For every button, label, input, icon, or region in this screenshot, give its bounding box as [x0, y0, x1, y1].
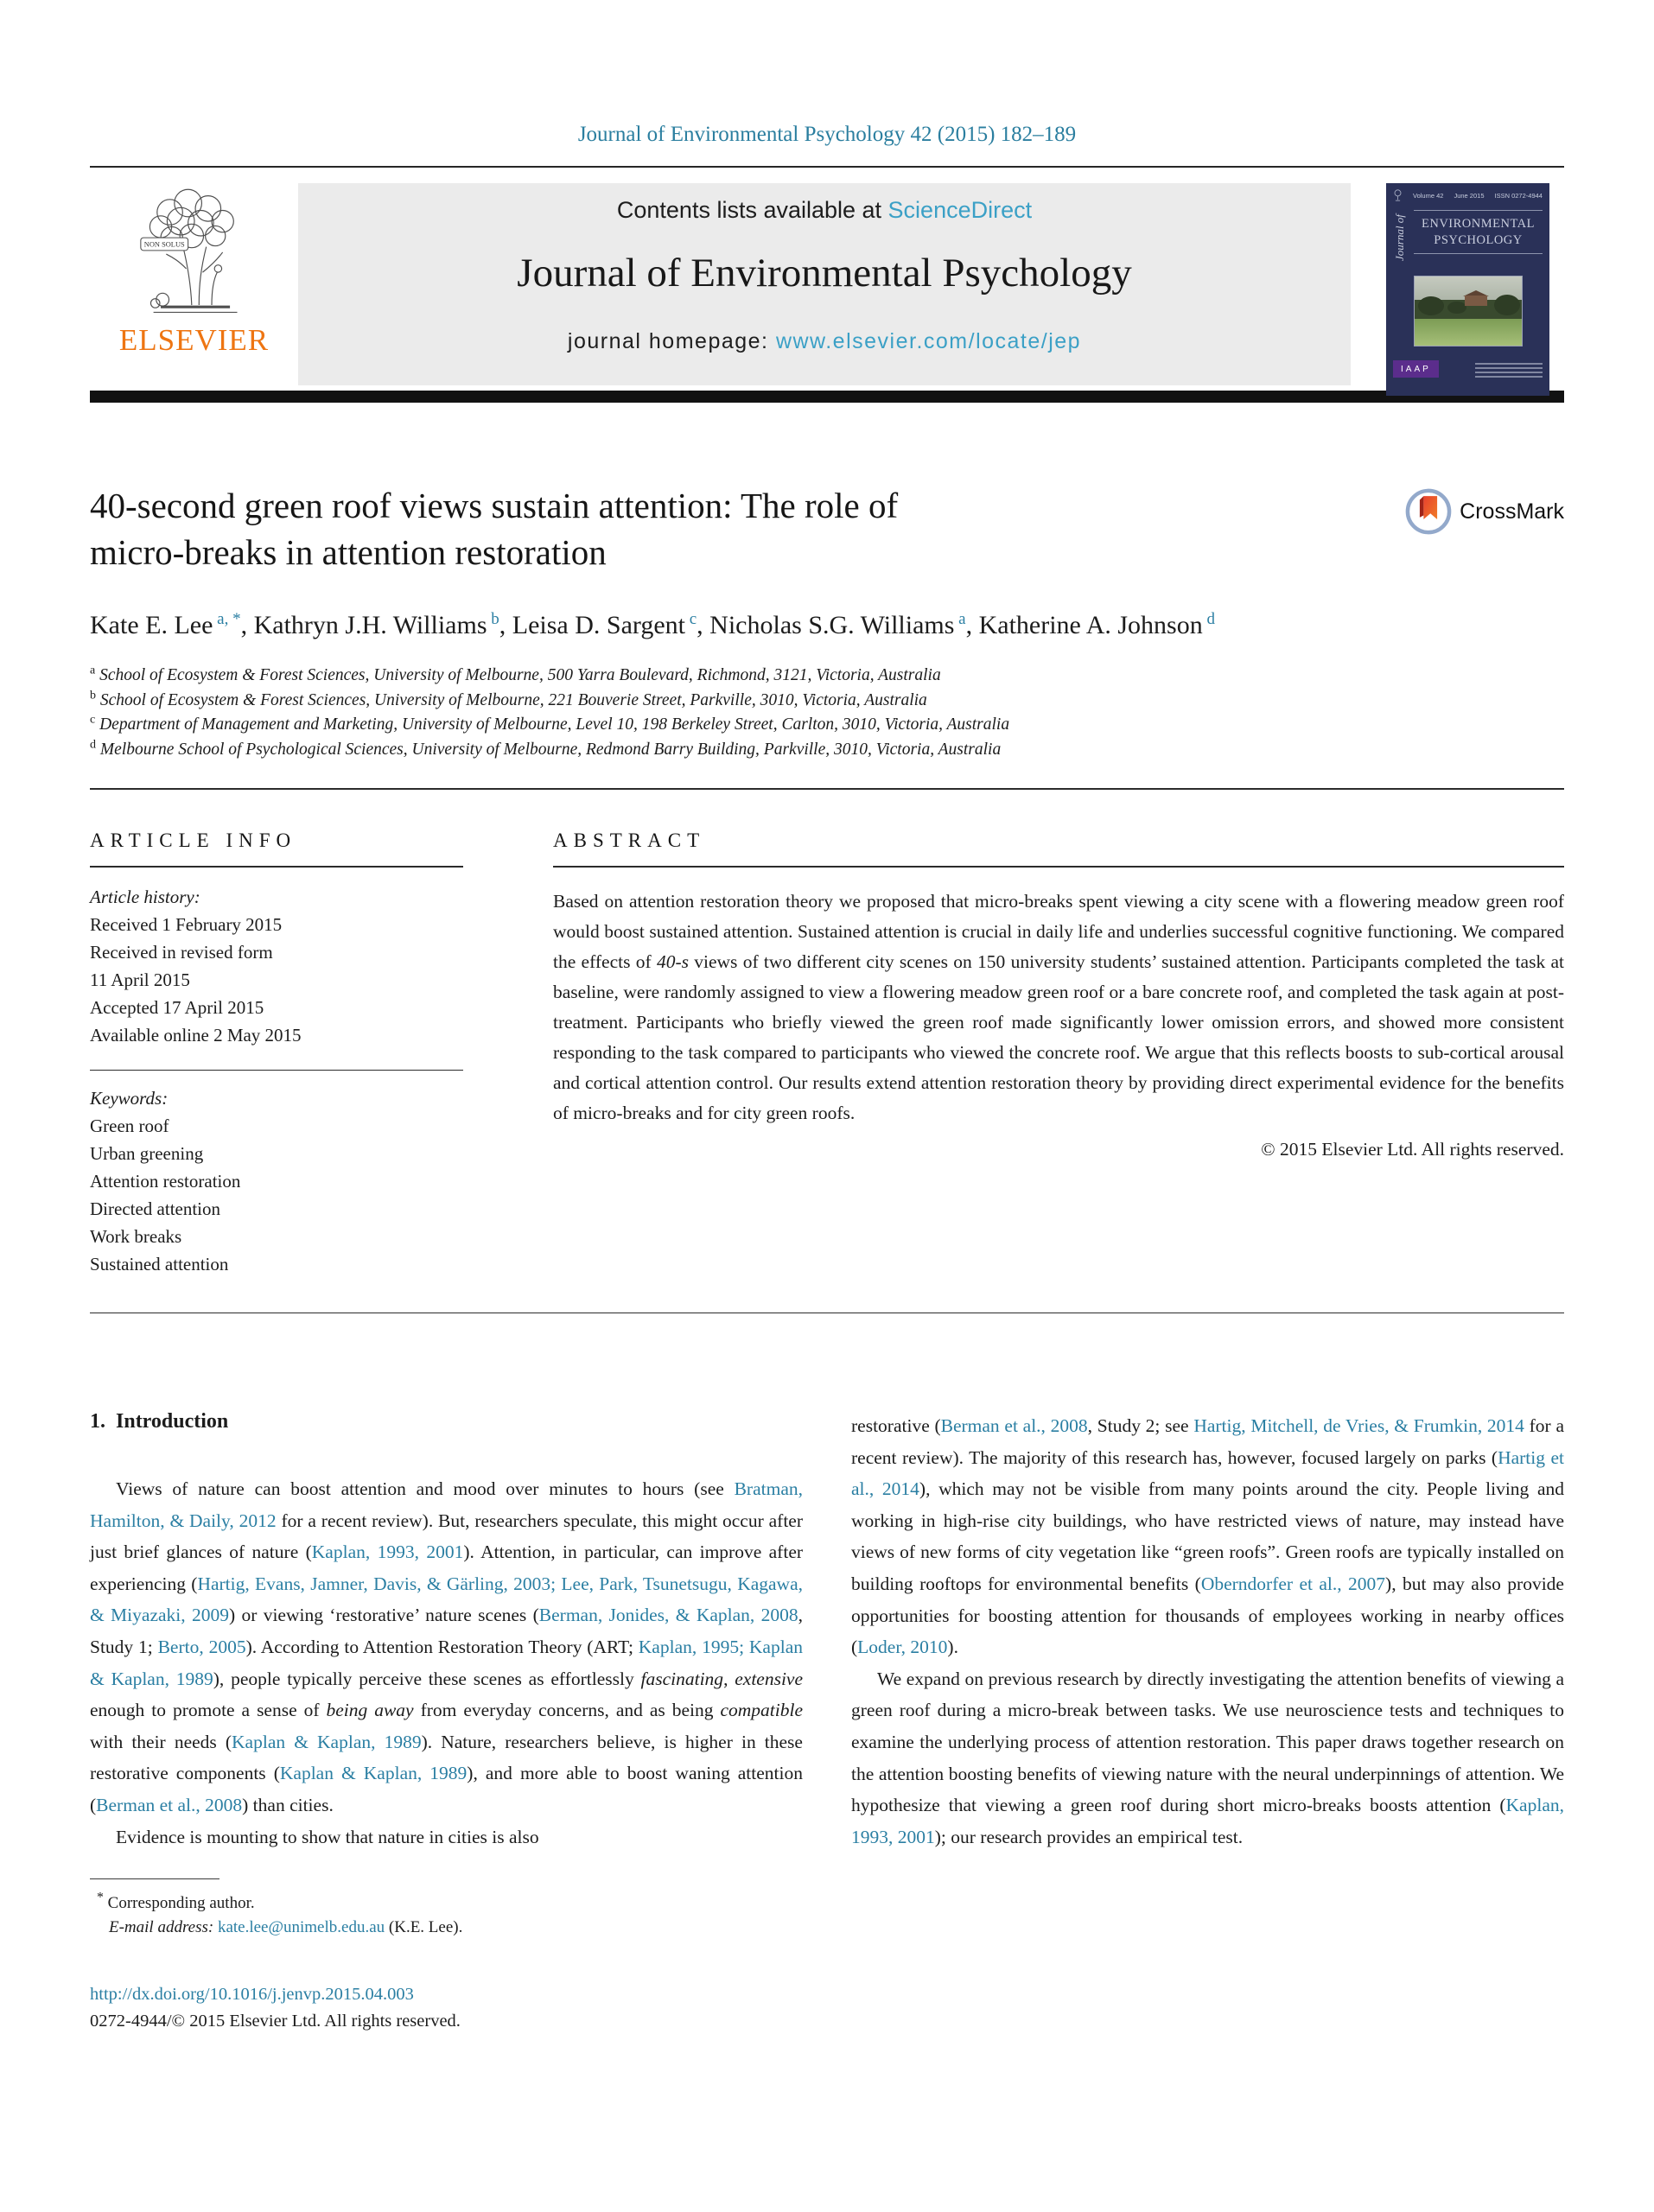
text-run: from everyday concerns, and as being	[413, 1700, 721, 1721]
email-label: E-mail address:	[109, 1918, 214, 1937]
cover-title	[1414, 210, 1543, 254]
sciencedirect-link[interactable]: ScienceDirect	[887, 197, 1033, 223]
keywords-label: Keywords:	[90, 1088, 169, 1109]
title-line-2: micro-breaks in attention restoration	[90, 532, 607, 572]
banner-center	[298, 183, 1351, 385]
homepage-line	[298, 329, 1351, 354]
divider-bar	[90, 391, 1564, 403]
cover-title-block	[1393, 210, 1543, 265]
footnote-marker: *	[97, 1890, 104, 1905]
cover-volume: Volume 42	[1413, 191, 1444, 200]
citation-link[interactable]: Berto, 2005	[157, 1636, 246, 1657]
author-name: Kathryn J.H. Williams	[253, 611, 487, 639]
cover-field-photo	[1414, 276, 1523, 346]
citation-link[interactable]: Bratman, Hamilton, & Daily, 2012	[90, 1478, 803, 1531]
author-affiliation-superscript: a	[954, 610, 966, 628]
intro-paragraph	[851, 1410, 1564, 1663]
contents-line	[298, 197, 1351, 224]
photo-grass	[1415, 319, 1522, 346]
italic-text: 40-s	[656, 951, 689, 972]
rights-line: 0272-4944/© 2015 Elsevier Ltd. All rights reserved.	[90, 2012, 461, 2031]
text-run: ), people typically perceive these scenes as effortlessly	[213, 1668, 641, 1689]
text-run: ). Nature, researchers believe, is higher in these restorative components (	[90, 1731, 803, 1784]
body-right-column	[851, 1410, 1564, 1940]
text-run: Views of nature can boost attention and mood over minutes to hours (see	[116, 1478, 735, 1499]
author-affiliation-superscript: b	[487, 610, 499, 628]
text-run: enough to promote a sense of	[90, 1700, 327, 1721]
author-name: Leisa D. Sargent	[512, 611, 685, 639]
journal-homepage-link[interactable]: www.elsevier.com/locate/jep	[775, 329, 1082, 353]
title-line-1: 40-second green roof views sustain attention: The role of	[90, 486, 899, 525]
intro-paragraph	[90, 1821, 803, 1853]
citation-link[interactable]: Berman, Jonides, & Kaplan, 2008	[538, 1605, 798, 1626]
email-line	[90, 1916, 803, 1940]
affiliation-line: $^b$ School of Ecosystem & Forest Sciences, University of Melbourne, 221 Bouverie Street, Parkville, 3010, Victoria, Australia	[90, 689, 927, 709]
abstract-text	[553, 887, 1564, 1128]
abstract-column	[553, 830, 1564, 1278]
intro-paragraph	[851, 1663, 1564, 1853]
citation-link[interactable]: Loder, 2010	[857, 1637, 948, 1658]
intro-left-paragraphs	[90, 1473, 803, 1853]
banner-journal-title: Journal of Environmental Psychology	[517, 251, 1132, 296]
abstract-heading: ABSTRACT	[553, 830, 706, 851]
text-run: for a recent review). The majority of this research has, however, focused largely on parks (	[851, 1415, 1564, 1468]
journal-banner	[90, 183, 1564, 385]
cover-issn: ISSN 0272-4944	[1494, 191, 1543, 200]
running-head-citation: Journal of Environmental Psychology 42 (2015) 182–189	[577, 123, 1077, 146]
email-link[interactable]: kate.lee@unimelb.edu.au	[217, 1918, 385, 1937]
citation-link[interactable]: Kaplan, 1995; Kaplan & Kaplan, 1989	[90, 1636, 803, 1689]
italic-text: extensive	[735, 1668, 804, 1689]
cover-fineprint	[1475, 360, 1543, 378]
text-run: ), and more able to boost waning attention (	[90, 1763, 803, 1815]
citation-link[interactable]: Hartig, Mitchell, de Vries, & Frumkin, 2014	[1193, 1415, 1524, 1436]
article-history-label: Article history:	[90, 887, 200, 907]
affiliation-line: $^a$ School of Ecosystem & Forest Sciences, University of Melbourne, 500 Yarra Boulevard, Richmond, 3121, Victoria, Australia	[90, 664, 941, 684]
text-run: ).	[947, 1637, 958, 1658]
article-info-column	[90, 830, 463, 1278]
divider	[90, 1070, 463, 1071]
text-run: , Study 1;	[90, 1605, 803, 1657]
intro-paragraph	[90, 1473, 803, 1821]
text-run: ,	[723, 1668, 735, 1689]
non-solus-ribbon: NON SOLUS	[143, 239, 185, 249]
section-number: 1.	[90, 1410, 105, 1433]
text-run: ). According to Attention Restoration Theory (ART;	[245, 1636, 639, 1657]
text-run: for a recent review). But, researchers speculate, this might occur after just brief glances of nature (	[90, 1510, 803, 1563]
elsevier-logo	[90, 183, 298, 385]
list-line: Received 1 February 2015	[90, 914, 283, 935]
text-run: views of two different city scenes on 150 university students’ sustained attention. Participants completed the task at baseline, were randomly assigned to view a flowering meadow green roof or a bare concrete roof, and completed the task again at post-treatment. Participants who briefly viewed the green roof made significantly lower omission errors, and showed more consistent responding to the task compared to participants who viewed the concrete roof. We argue that this reflects boosts to sub-cortical arousal and cortical attention control. Our results extend attention restoration theory by providing direct experimental evidence for the benefits of micro-breaks and for city green roofs.	[553, 951, 1564, 1123]
italic-text: being away	[326, 1700, 414, 1721]
cover-title-line1: ENVIRONMENTAL	[1422, 217, 1535, 231]
footnote-rule	[90, 1878, 219, 1879]
cover-mini-tree-icon	[1393, 189, 1403, 201]
email-suffix: (K.E. Lee).	[388, 1918, 463, 1937]
article-title	[90, 482, 1404, 575]
crossmark-icon	[1404, 487, 1453, 536]
article-history-list	[90, 911, 463, 1049]
citation-link[interactable]: Kaplan & Kaplan, 1989	[279, 1763, 468, 1784]
affiliation-line: $^c$ Department of Management and Marketing, University of Melbourne, Level 10, 198 Berkeley Street, Carlton, 3010, Victoria, Australia	[90, 713, 1010, 734]
author-affiliation-superscript: d	[1202, 610, 1215, 628]
author-affiliation-superscript: c	[684, 610, 697, 628]
text-run: ) than cities.	[242, 1794, 334, 1815]
list-line: Received in revised form	[90, 942, 273, 963]
cover-journal-of: Journal of	[1393, 214, 1406, 261]
journal-cover	[1386, 183, 1549, 396]
cover-date: June 2015	[1454, 191, 1485, 200]
list-line: Accepted 17 April 2015	[90, 997, 264, 1018]
text-run: We expand on previous research by directly investigating the attention benefits of viewing a green roof during a micro-break between tasks. We use neuroscience tests and techniques to examine the underlying process of attention restoration. This paper draws together research on the attention boosting benefits of viewing nature with the neural underpinnings of attention. We hypothesize that viewing a green roof during short micro-breaks boosts attention (	[851, 1668, 1564, 1816]
homepage-prefix: journal homepage:	[567, 329, 776, 353]
affiliation-line: $^d$ Melbourne School of Psychological Sciences, University of Melbourne, Redmond Barry Building, Parkville, 3010, Victoria, Australia	[90, 738, 1002, 759]
copyright-line: © 2015 Elsevier Ltd. All rights reserved.	[1261, 1139, 1564, 1160]
keywords-list	[90, 1112, 463, 1278]
house	[1465, 296, 1487, 306]
divider	[90, 866, 463, 868]
list-line: Directed attention	[90, 1198, 221, 1219]
text-run: with their needs (	[90, 1731, 232, 1752]
journal-cover-thumbnail[interactable]	[1386, 183, 1549, 385]
citation-link[interactable]: Kaplan & Kaplan, 1989	[232, 1731, 422, 1752]
text-run: ) or viewing ‘restorative’ nature scenes (	[228, 1605, 539, 1626]
elsevier-tree-icon	[130, 185, 259, 321]
citation-link[interactable]: Berman et al., 2008	[940, 1415, 1088, 1436]
list-line: Attention restoration	[90, 1171, 241, 1192]
crossmark-badge[interactable]	[1404, 487, 1564, 536]
text-run: ). Attention, in particular, can improve after experiencing (	[90, 1541, 804, 1594]
iaap-badge: IAAP	[1393, 360, 1439, 378]
citation-link[interactable]: Oberndorfer et al., 2007	[1200, 1573, 1386, 1594]
cover-bottom-row	[1393, 360, 1543, 378]
article-info-heading: ARTICLE INFO	[90, 830, 297, 851]
text-run: Based on attention restoration theory we proposed that micro-breaks spent viewing a city scene with a flowering meadow green roof would boost sustained attention. Sustained attention is crucial in daily life and underlies successful cognitive functioning. We compared the effects of	[553, 891, 1564, 972]
italic-text: fascinating	[640, 1668, 724, 1689]
list-line: 11 April 2015	[90, 969, 190, 990]
footnote-block	[90, 1878, 803, 1940]
author-name: Katherine A. Johnson	[978, 611, 1203, 639]
text-run: Evidence is mounting to show that nature in cities is also	[116, 1826, 539, 1847]
author-affiliation-superscript: a, *	[213, 610, 241, 628]
contents-prefix: Contents lists available at	[616, 197, 888, 223]
affiliation-list	[90, 664, 1564, 762]
text-run: restorative (	[851, 1415, 941, 1436]
body-left-column	[90, 1410, 803, 1940]
citation-link[interactable]: Hartig, Evans, Jamner, Davis, & Gärling, 2003; Lee, Park, Tsunetsugu, Kagawa, & Miyazaki, 2009	[90, 1573, 803, 1626]
citation-link[interactable]: Berman et al., 2008	[96, 1794, 243, 1815]
list-line: Sustained attention	[90, 1254, 229, 1274]
list-line: Work breaks	[90, 1226, 182, 1247]
corresponding-author-note: * Corresponding author.	[97, 1890, 255, 1913]
crossmark-label: CrossMark	[1460, 499, 1564, 524]
section-heading-introduction	[90, 1410, 803, 1433]
text-run: ), but may also provide opportunities for boosting attention for thousands of employees working in nearby offices (	[851, 1573, 1564, 1658]
citation-link[interactable]: Kaplan, 1993, 2001	[851, 1795, 1564, 1847]
author-name: Nicholas S.G. Williams	[709, 611, 955, 639]
footer-block	[90, 1981, 1564, 2035]
list-line: Urban greening	[90, 1143, 204, 1164]
divider	[90, 166, 1564, 168]
elsevier-wordmark: ELSEVIER	[118, 323, 270, 357]
italic-text: compatible	[720, 1700, 803, 1721]
text-run: ); our research provides an empirical test.	[934, 1826, 1244, 1847]
cover-title-line2: PSYCHOLOGY	[1434, 233, 1523, 247]
author-name: Kate E. Lee	[90, 611, 213, 639]
author-list: Kate E. Lee $^{a, *}$, Kathryn J.H. Williams $^b$, Leisa D. Sargent $^c$, Nicholas S.G. Williams $^a$, Katherine A. Johnson $^d$	[90, 610, 1215, 639]
divider	[553, 866, 1564, 868]
list-line: Green roof	[90, 1116, 169, 1136]
cover-meta-row	[1393, 189, 1543, 201]
citation-link[interactable]: Hartig et al., 2014	[851, 1446, 1564, 1500]
text-run: ), which may not be visible from many points around the city. People living and working in high-rise city buildings, who have restricted views of nature, may instead have views of new forms of city vegetation like “green roofs”. Green roofs are typically installed on building rooftops for environmental benefits (	[851, 1478, 1564, 1594]
section-title: Introduction	[116, 1410, 229, 1433]
citation-link[interactable]: Kaplan, 1993, 2001	[311, 1541, 464, 1563]
divider	[90, 788, 1564, 790]
intro-right-paragraphs	[851, 1410, 1564, 1853]
text-run: , Study 2; see	[1087, 1415, 1194, 1436]
doi-link[interactable]: http://dx.doi.org/10.1016/j.jenvp.2015.04.003	[90, 1985, 414, 2005]
list-line: Available online 2 May 2015	[90, 1025, 302, 1046]
